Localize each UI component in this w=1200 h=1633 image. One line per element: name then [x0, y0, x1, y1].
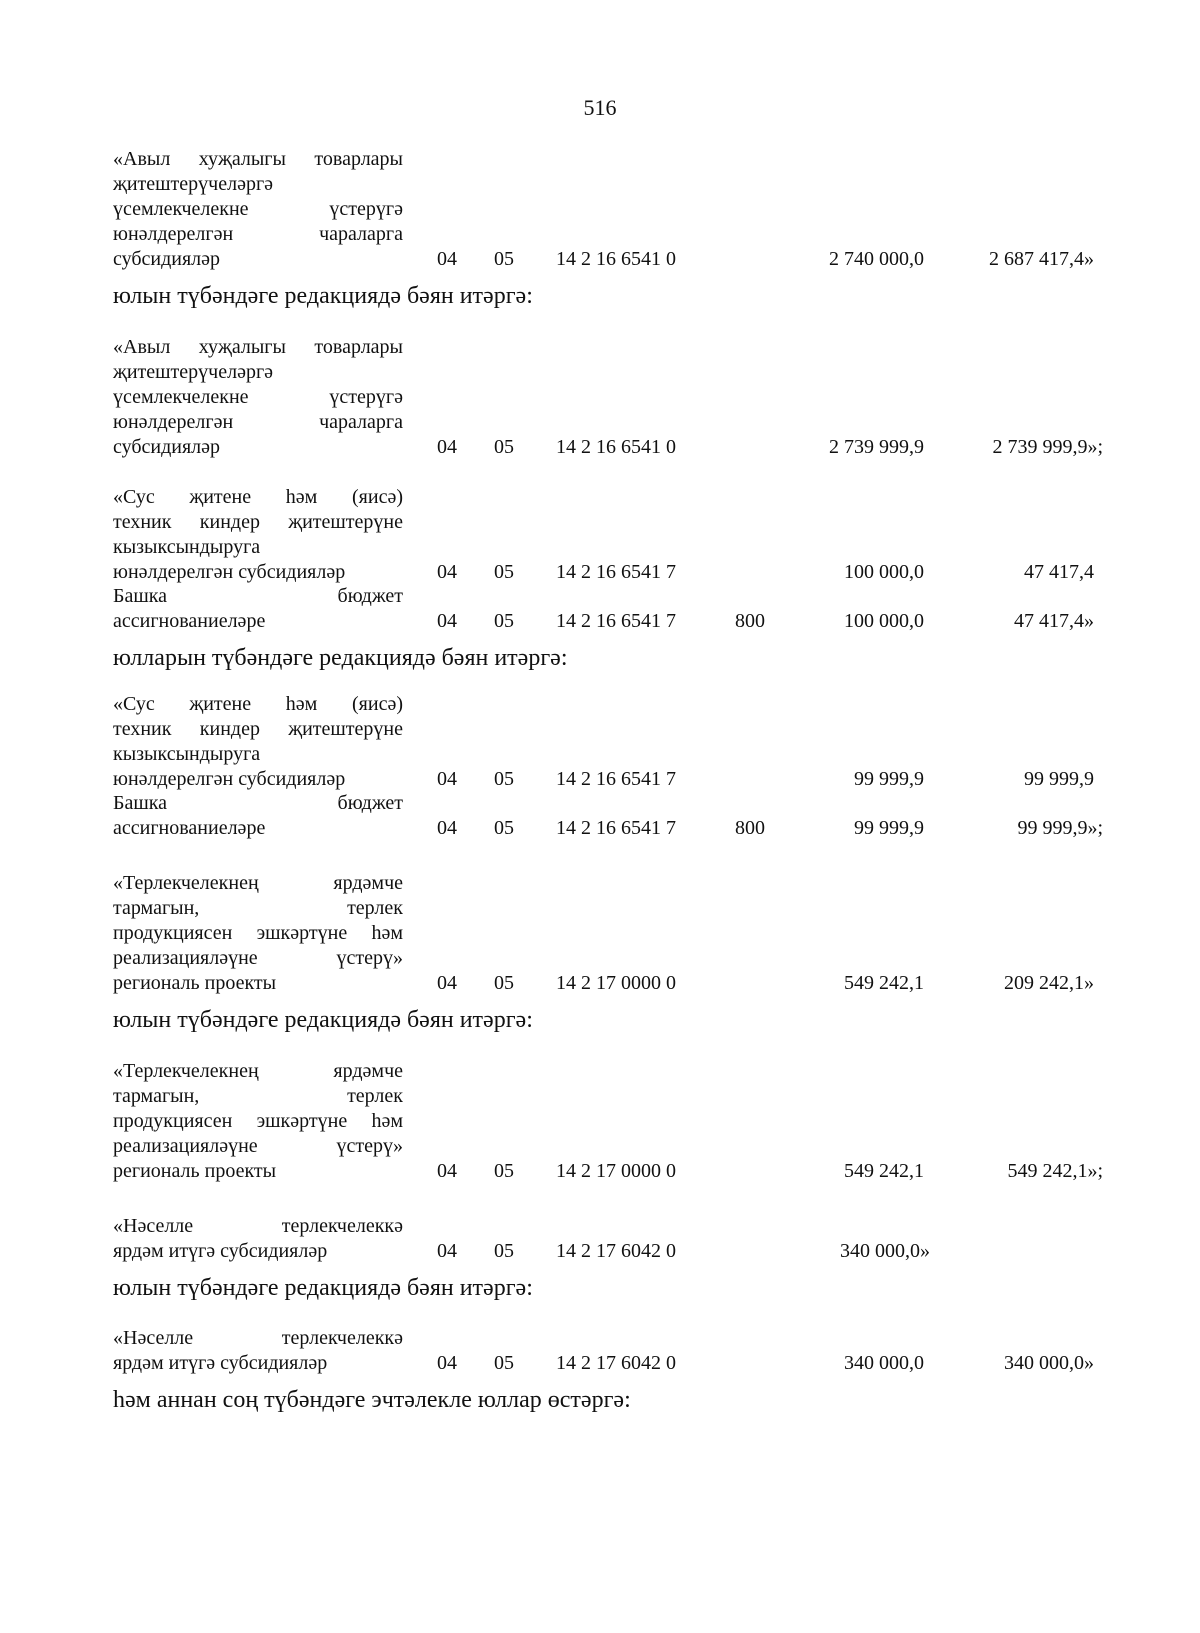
target-article-code: 14 2 16 6541 7 [556, 561, 676, 583]
subsection-code: 05 [494, 972, 514, 994]
target-article-code: 14 2 16 6541 7 [556, 610, 676, 632]
instruction-text: юлын түбәндәге редакциядә бәян итәргә: [113, 1275, 533, 1301]
amount-1: 99 999,9 [854, 817, 924, 839]
section-code: 04 [437, 817, 457, 839]
target-article-code: 14 2 16 6541 0 [556, 248, 676, 270]
row-description: Башка бюджет ассигнованиеләре [113, 792, 403, 839]
section-code: 04 [437, 436, 457, 458]
subsection-code: 05 [494, 1160, 514, 1182]
subsection-code: 05 [494, 768, 514, 790]
row-description: «Нәселле терлекчелеккә ярдәм итүгә субсидияләр [113, 1215, 403, 1262]
target-article-code: 14 2 17 6042 0 [556, 1352, 676, 1374]
section-code: 04 [437, 768, 457, 790]
amount-2: 99 999,9»; [1017, 817, 1103, 839]
amount-1: 2 739 999,9 [829, 436, 924, 458]
page-number: 516 [583, 95, 617, 120]
amount-1: 549 242,1 [844, 1160, 924, 1182]
instruction-text: юлын түбәндәге редакциядә бәян итәргә: [113, 283, 533, 309]
amount-1: 340 000,0 [844, 1352, 924, 1374]
subsection-code: 05 [494, 248, 514, 270]
row-description: «Терлекчелекнең ярдәмче тармагын, терлек продукциясен эшкәртүне һәм реализацияләүне үстерү» региональ проекты [113, 1060, 403, 1182]
target-article-code: 14 2 17 0000 0 [556, 972, 676, 994]
row-description: «Терлекчелекнең ярдәмче тармагын, терлек продукциясен эшкәртүне һәм реализацияләүне үстерү» региональ проекты [113, 872, 403, 994]
target-article-code: 14 2 16 6541 0 [556, 436, 676, 458]
amount-2: 47 417,4» [1014, 610, 1094, 632]
amount-2: 2 687 417,4» [989, 248, 1094, 270]
row-description: «Сус җитене һәм (яисә) техник киндер җитештерүне кызыксындыруга юнәлдерелгән субсидияләр [113, 486, 403, 583]
row-description: Башка бюджет ассигнованиеләре [113, 585, 403, 632]
row-description: «Авыл хуҗалыгы товарлары җитештерүчеләргә үсемлекчелекне үстерүгә юнәлдерелгән чараларга субсидияләр [113, 148, 403, 270]
target-article-code: 14 2 17 0000 0 [556, 1160, 676, 1182]
row-description: «Нәселле терлекчелеккә ярдәм итүгә субсидияләр [113, 1327, 403, 1374]
instruction-text: юлын түбәндәге редакциядә бәян итәргә: [113, 1007, 533, 1033]
amount-1: 2 740 000,0 [829, 248, 924, 270]
section-code: 04 [437, 248, 457, 270]
amount-2: 99 999,9 [1024, 768, 1094, 790]
section-code: 04 [437, 972, 457, 994]
subsection-code: 05 [494, 436, 514, 458]
amount-1: 340 000,0» [840, 1240, 930, 1262]
section-code: 04 [437, 1160, 457, 1182]
section-code: 04 [437, 1352, 457, 1374]
amount-2: 549 242,1»; [1007, 1160, 1103, 1182]
amount-2: 47 417,4 [1024, 561, 1094, 583]
section-code: 04 [437, 610, 457, 632]
section-code: 04 [437, 1240, 457, 1262]
amount-1: 99 999,9 [854, 768, 924, 790]
row-description: «Сус җитене һәм (яисә) техник киндер җитештерүне кызыксындыруга юнәлдерелгән субсидияләр [113, 693, 403, 790]
subsection-code: 05 [494, 1352, 514, 1374]
amount-2: 340 000,0» [1004, 1352, 1094, 1374]
expense-type-code: 800 [735, 610, 765, 632]
instruction-text: юлларын түбәндәге редакциядә бәян итәргә: [113, 645, 568, 671]
subsection-code: 05 [494, 817, 514, 839]
target-article-code: 14 2 17 6042 0 [556, 1240, 676, 1262]
section-code: 04 [437, 561, 457, 583]
amount-2: 209 242,1» [1004, 972, 1094, 994]
amount-2: 2 739 999,9»; [992, 436, 1103, 458]
subsection-code: 05 [494, 561, 514, 583]
amount-1: 100 000,0 [844, 610, 924, 632]
expense-type-code: 800 [735, 817, 765, 839]
instruction-text: һәм аннан соң түбәндәге эчтәлекле юллар өстәргә: [113, 1387, 631, 1413]
target-article-code: 14 2 16 6541 7 [556, 768, 676, 790]
subsection-code: 05 [494, 610, 514, 632]
subsection-code: 05 [494, 1240, 514, 1262]
amount-1: 100 000,0 [844, 561, 924, 583]
row-description: «Авыл хуҗалыгы товарлары җитештерүчеләргә үсемлекчелекне үстерүгә юнәлдерелгән чараларга субсидияләр [113, 336, 403, 458]
amount-1: 549 242,1 [844, 972, 924, 994]
target-article-code: 14 2 16 6541 7 [556, 817, 676, 839]
